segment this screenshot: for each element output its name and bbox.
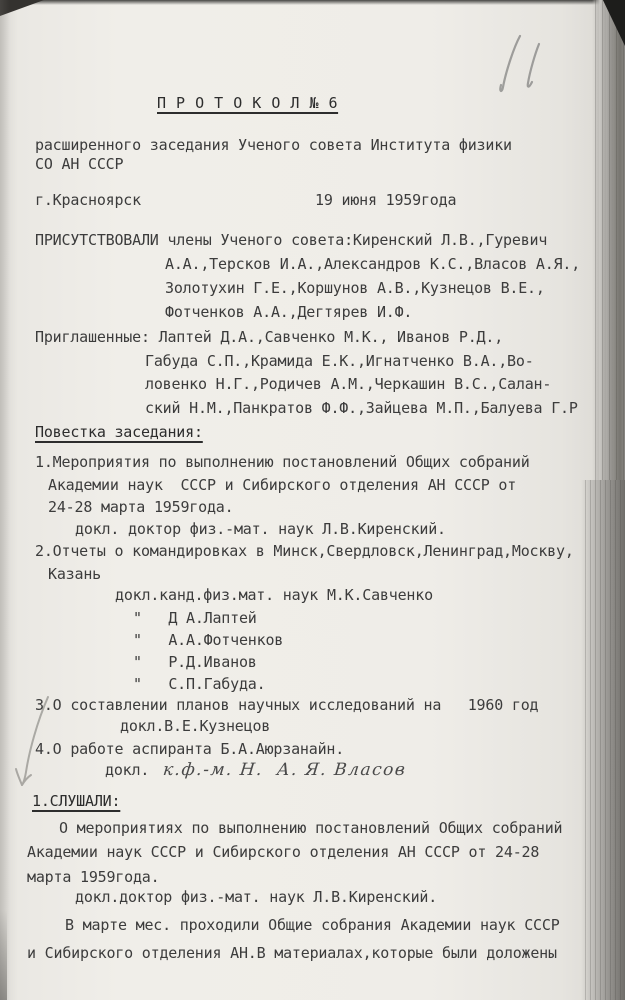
ditto-speaker-line: " Р.Д.Иванов — [133, 652, 257, 671]
speaker-prefix: докл. — [105, 760, 150, 779]
agenda-item-2-speaker: докл.канд.физ.мат. наук М.К.Савченко — [115, 585, 433, 604]
ditto-speaker-line: " С.П.Габуда. — [133, 674, 266, 693]
paragraph-line: и Сибирского отделения АН.В материалах,которые были доложены — [27, 943, 557, 962]
handwritten-speaker-name: к.ф.-м. Н. А. Я. Власов — [162, 759, 408, 780]
agenda-item-line: Казань — [48, 564, 101, 583]
attendees-line: Фотченков А.А.,Дегтярев И.Ф. — [165, 303, 413, 321]
section-1-heard — [27, 790, 599, 968]
invited-block — [35, 326, 599, 420]
attendees-block — [35, 228, 599, 324]
attendees-line: ПРИСУТСТВОВАЛИ члены Ученого совета:Киренский Л.В.,Гуревич — [35, 231, 548, 249]
agenda-item-3: 3.О составлении планов научных исследований на 1960 год — [35, 695, 539, 714]
paragraph-line: В марте мес. проходили Общие собрания Академии наук СССР — [65, 916, 560, 934]
invited-line: Габуда С.П.,Крамида Е.К.,Игнатченко В.А.,Во- — [145, 351, 534, 370]
invited-line: ловенко Н.Г.,Родичев А.М.,Черкашин В.С.,Салан- — [145, 375, 552, 393]
agenda-heading: Повестка заседания: — [35, 423, 203, 441]
attendees-line: Золотухин Г.Е.,Коршунов А.В.,Кузнецов В.Е., — [165, 279, 545, 297]
subtitle-line: расширенного заседания Ученого совета Института физики — [35, 136, 512, 154]
section-1-heading: 1.СЛУШАЛИ: — [32, 791, 121, 810]
paragraph-line: Академии наук СССР и Сибирского отделения АН СССР от 24-28 — [27, 843, 540, 861]
subtitle-line: СО АН СССР — [35, 155, 124, 173]
agenda-item-2 — [35, 540, 599, 586]
invited-line: ский Н.М.,Панкратов Ф.Ф.,Зайцева М.П.,Балуева Г.Р — [145, 398, 578, 417]
ditto-speaker-line: " Д А.Лаптей — [133, 608, 257, 627]
agenda-item-1 — [35, 451, 599, 519]
agenda-item-1-speaker: докл. доктор физ.-мат. наук Л.В.Киренский. — [75, 519, 446, 538]
agenda-item-line: 2.Отчеты о командировках в Минск,Свердловск,Ленинград,Москву, — [35, 541, 574, 560]
protocol-subtitle — [35, 136, 599, 174]
section-1-speaker: докл.доктор физ.-мат. наук Л.В.Киренский. — [75, 888, 438, 906]
place-label: г.Красноярск — [35, 191, 141, 209]
protocol-title: П Р О Т О К О Л № 6 — [157, 94, 339, 112]
attendees-line: А.А.,Терсков И.А.,Александров К.С.,Власов А.Я., — [165, 255, 581, 273]
agenda-item-3-speaker: докл.В.Е.Кузнецов — [120, 716, 271, 735]
agenda-item-line: 1.Мероприятия по выполнению постановлений Общих собраний — [35, 453, 530, 471]
section-1-paragraph-1 — [27, 816, 599, 890]
invited-line: Приглашенные: Лаптей Д.А.,Савченко М.К., Иванов Р.Д., — [35, 328, 504, 346]
paragraph-line: О мероприятиях по выполнению постановлений Общих собраний — [59, 818, 563, 837]
section-1-paragraph-2 — [27, 912, 599, 967]
agenda-item-4: 4.О работе аспиранта Б.А.Аюрзанайн. — [35, 739, 345, 758]
paragraph-line: марта 1959года. — [27, 867, 160, 886]
place-date-row — [35, 189, 599, 212]
agenda-item-4-speaker — [105, 759, 599, 781]
date-label: 19 июня 1959года — [315, 191, 457, 209]
agenda-item-2-ditto-speakers — [133, 607, 599, 695]
agenda-item-line: 24-28 марта 1959года. — [48, 498, 234, 516]
agenda-item-line: Академии наук СССР и Сибирского отделения АН СССР от — [48, 475, 517, 494]
ditto-speaker-line: " А.А.Фотченков — [133, 630, 284, 649]
